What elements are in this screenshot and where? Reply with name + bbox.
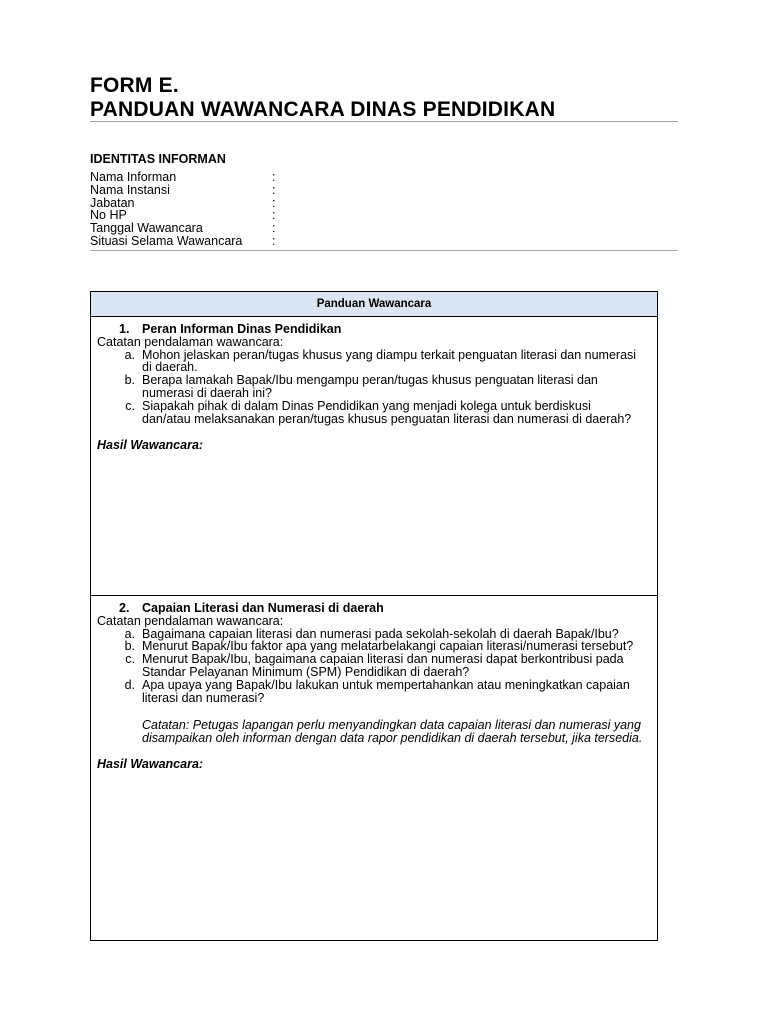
item-letter: b. [124,639,135,654]
item-letter: d. [124,677,135,692]
interview-guide-table [90,291,658,941]
item-letter: c. [125,652,135,667]
section-title-text: Peran Informan Dinas Pendidikan [142,322,342,336]
identity-colon: : [272,182,276,197]
document-title [90,74,678,122]
item-text: Siapakah pihak di dalam Dinas Pendidikan yang menjadi kolega untuk berdiskusi dan/atau melaksanakan peran/tugas khusus penguatan literasi dan numerasi di daerah? [142,398,632,426]
result-label: Hasil Wawancara: [97,438,204,453]
identity-label: Situasi Selama Wawancara [90,233,243,248]
form-code: FORM E. [90,74,179,97]
question-list [97,628,651,705]
item-text: Bagaimana capaian literasi dan numerasi pada sekolah-sekolah di daerah Bapak/Ibu? [142,626,619,641]
item-text: Menurut Bapak/Ibu faktor apa yang melatarbelakangi capaian literasi/numerasi tersebut? [142,639,634,654]
note-label: Catatan pendalaman wawancara: [97,334,284,349]
identity-row-name [90,171,282,184]
identity-colon: : [272,195,276,210]
identity-colon: : [272,170,276,184]
item-text: Menurut Bapak/Ibu, bagaimana capaian literasi dan numerasi dapat berkontribusi pada Standar Pelayanan Minimum (SPM) Pendidikan di daerah? [142,652,624,679]
list-item [97,400,651,426]
guide-header: Panduan Wawancara [91,292,657,317]
identity-heading: IDENTITAS INFORMAN [90,152,226,166]
list-item [97,653,651,679]
result-label: Hasil Wawancara: [97,756,204,771]
item-text: Berapa lamakah Bapak/Ibu mengampu peran/tugas khusus penguatan literasi dan numerasi di daerah ini? [142,373,598,400]
list-item [97,349,651,375]
item-letter: a. [124,626,135,641]
title-divider [90,121,678,122]
identity-colon: : [272,208,276,223]
question-list [97,349,651,426]
identity-colon: : [272,221,276,236]
section-title-text: Capaian Literasi dan Numerasi di daerah [142,601,384,615]
section-title [119,602,651,615]
item-text: Mohon jelaskan peran/tugas khusus yang diampu terkait penguatan literasi dan numerasi di daerah. [142,347,637,375]
field-officer-note: Catatan: Petugas lapangan perlu menyandingkan data capaian literasi dan numerasi yang disampaikan oleh informan dengan data rapor pendidikan di daerah tersebut, jika tersedia. [142,718,643,746]
identity-label: Jabatan [90,195,135,210]
item-text: Apa upaya yang Bapak/Ibu lakukan untuk mempertahankan atau meningkatkan capaian literasi dan numerasi? [142,677,630,705]
list-item [97,679,651,705]
identity-label: Nama Informan [90,170,177,184]
form-title: PANDUAN WAWANCARA DINAS PENDIDIKAN [90,98,556,121]
identity-label: No HP [90,208,127,223]
guide-section-1 [91,317,657,596]
guide-section-2 [91,596,657,941]
identity-row-institution [90,184,282,197]
identity-divider [90,250,678,251]
section-number: 1. [119,322,130,336]
identity-colon: : [272,233,276,248]
note-label: Catatan pendalaman wawancara: [97,613,284,628]
item-letter: b. [124,373,135,388]
identity-label: Tanggal Wawancara [90,221,203,236]
item-letter: a. [124,347,135,362]
identity-fields [90,171,282,248]
section-title [119,323,651,336]
item-letter: c. [125,398,135,413]
list-item [97,374,651,400]
identity-row-situation [90,235,282,248]
section-number: 2. [119,601,130,615]
identity-label: Nama Instansi [90,182,170,197]
